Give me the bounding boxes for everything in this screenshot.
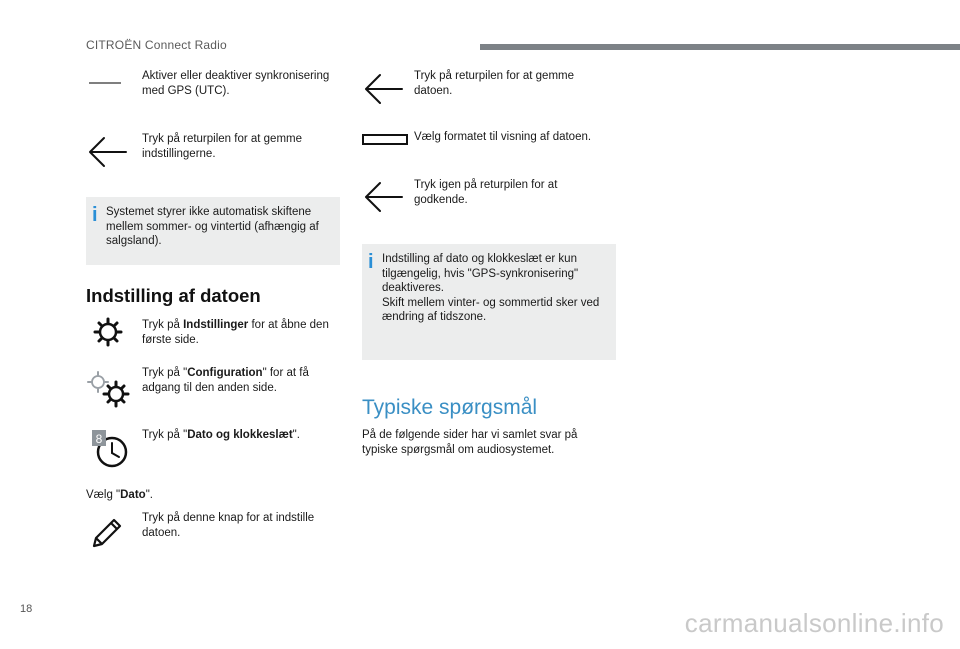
gps-sync-text: Aktiver eller deaktiver synkronisering med GPS (UTC). (142, 70, 330, 97)
step-settings-text: Tryk på Indstillinger for at åbne den første side. (142, 319, 329, 346)
info-note-right (362, 244, 616, 360)
faq-intro-text: På de følgende sider har vi samlet svar på typiske spørgsmål om audiosystemet. (362, 429, 578, 456)
step-configuration-text: Tryk på "Configuration" for at få adgang til den anden side. (142, 367, 309, 394)
settings-gear-icon (92, 316, 124, 348)
step-edit-date-text: Tryk på denne knap for at indstille datoen. (142, 512, 315, 539)
header-bar (480, 44, 960, 50)
step-date-time-text: Tryk på "Dato og klokkeslæt". (142, 429, 300, 441)
return-arrow-icon (362, 180, 406, 214)
return-save-date-text: Tryk på returpilen for at gemme datoen. (414, 70, 574, 97)
configuration-gears-icon (86, 370, 132, 410)
page-number: 18 (20, 603, 33, 615)
pencil-icon (90, 516, 124, 550)
info-note-right-text: Indstilling af dato og klokkeslæt er kun tilgængelig, hvis "GPS-synkronisering" deaktiveres. Skift mellem vinter- og sommertid sker ved ændring af tidszone. (382, 253, 600, 323)
return-confirm-text: Tryk igen på returpilen for at godkende. (414, 179, 558, 206)
info-note-left (86, 197, 340, 265)
watermark: carmanualsonline.info (684, 608, 944, 638)
toggle-line-icon (88, 78, 122, 88)
section-heading-date: Indstilling af datoen (86, 285, 261, 306)
return-arrow-icon (86, 135, 130, 169)
step-select-date-text: Vælg "Dato". (86, 489, 153, 501)
clock-icon (90, 428, 130, 468)
info-note-left-text: Systemet styrer ikke automatisk skiftene mellem sommer- og vintertid (afhængig af salgsland). (106, 206, 319, 247)
return-arrow-icon (362, 72, 406, 106)
section-heading-faq: Typiske spørgsmål (362, 396, 538, 419)
clock-badge-number: 8 (95, 432, 103, 446)
info-icon: i (92, 204, 98, 226)
running-header-title: CITROËN Connect Radio (86, 38, 227, 52)
date-format-text: Vælg formatet til visning af datoen. (414, 131, 592, 143)
info-icon: i (368, 251, 374, 273)
format-bar-icon (362, 134, 408, 146)
return-save-text: Tryk på returpilen for at gemme indstillingerne. (142, 133, 302, 160)
